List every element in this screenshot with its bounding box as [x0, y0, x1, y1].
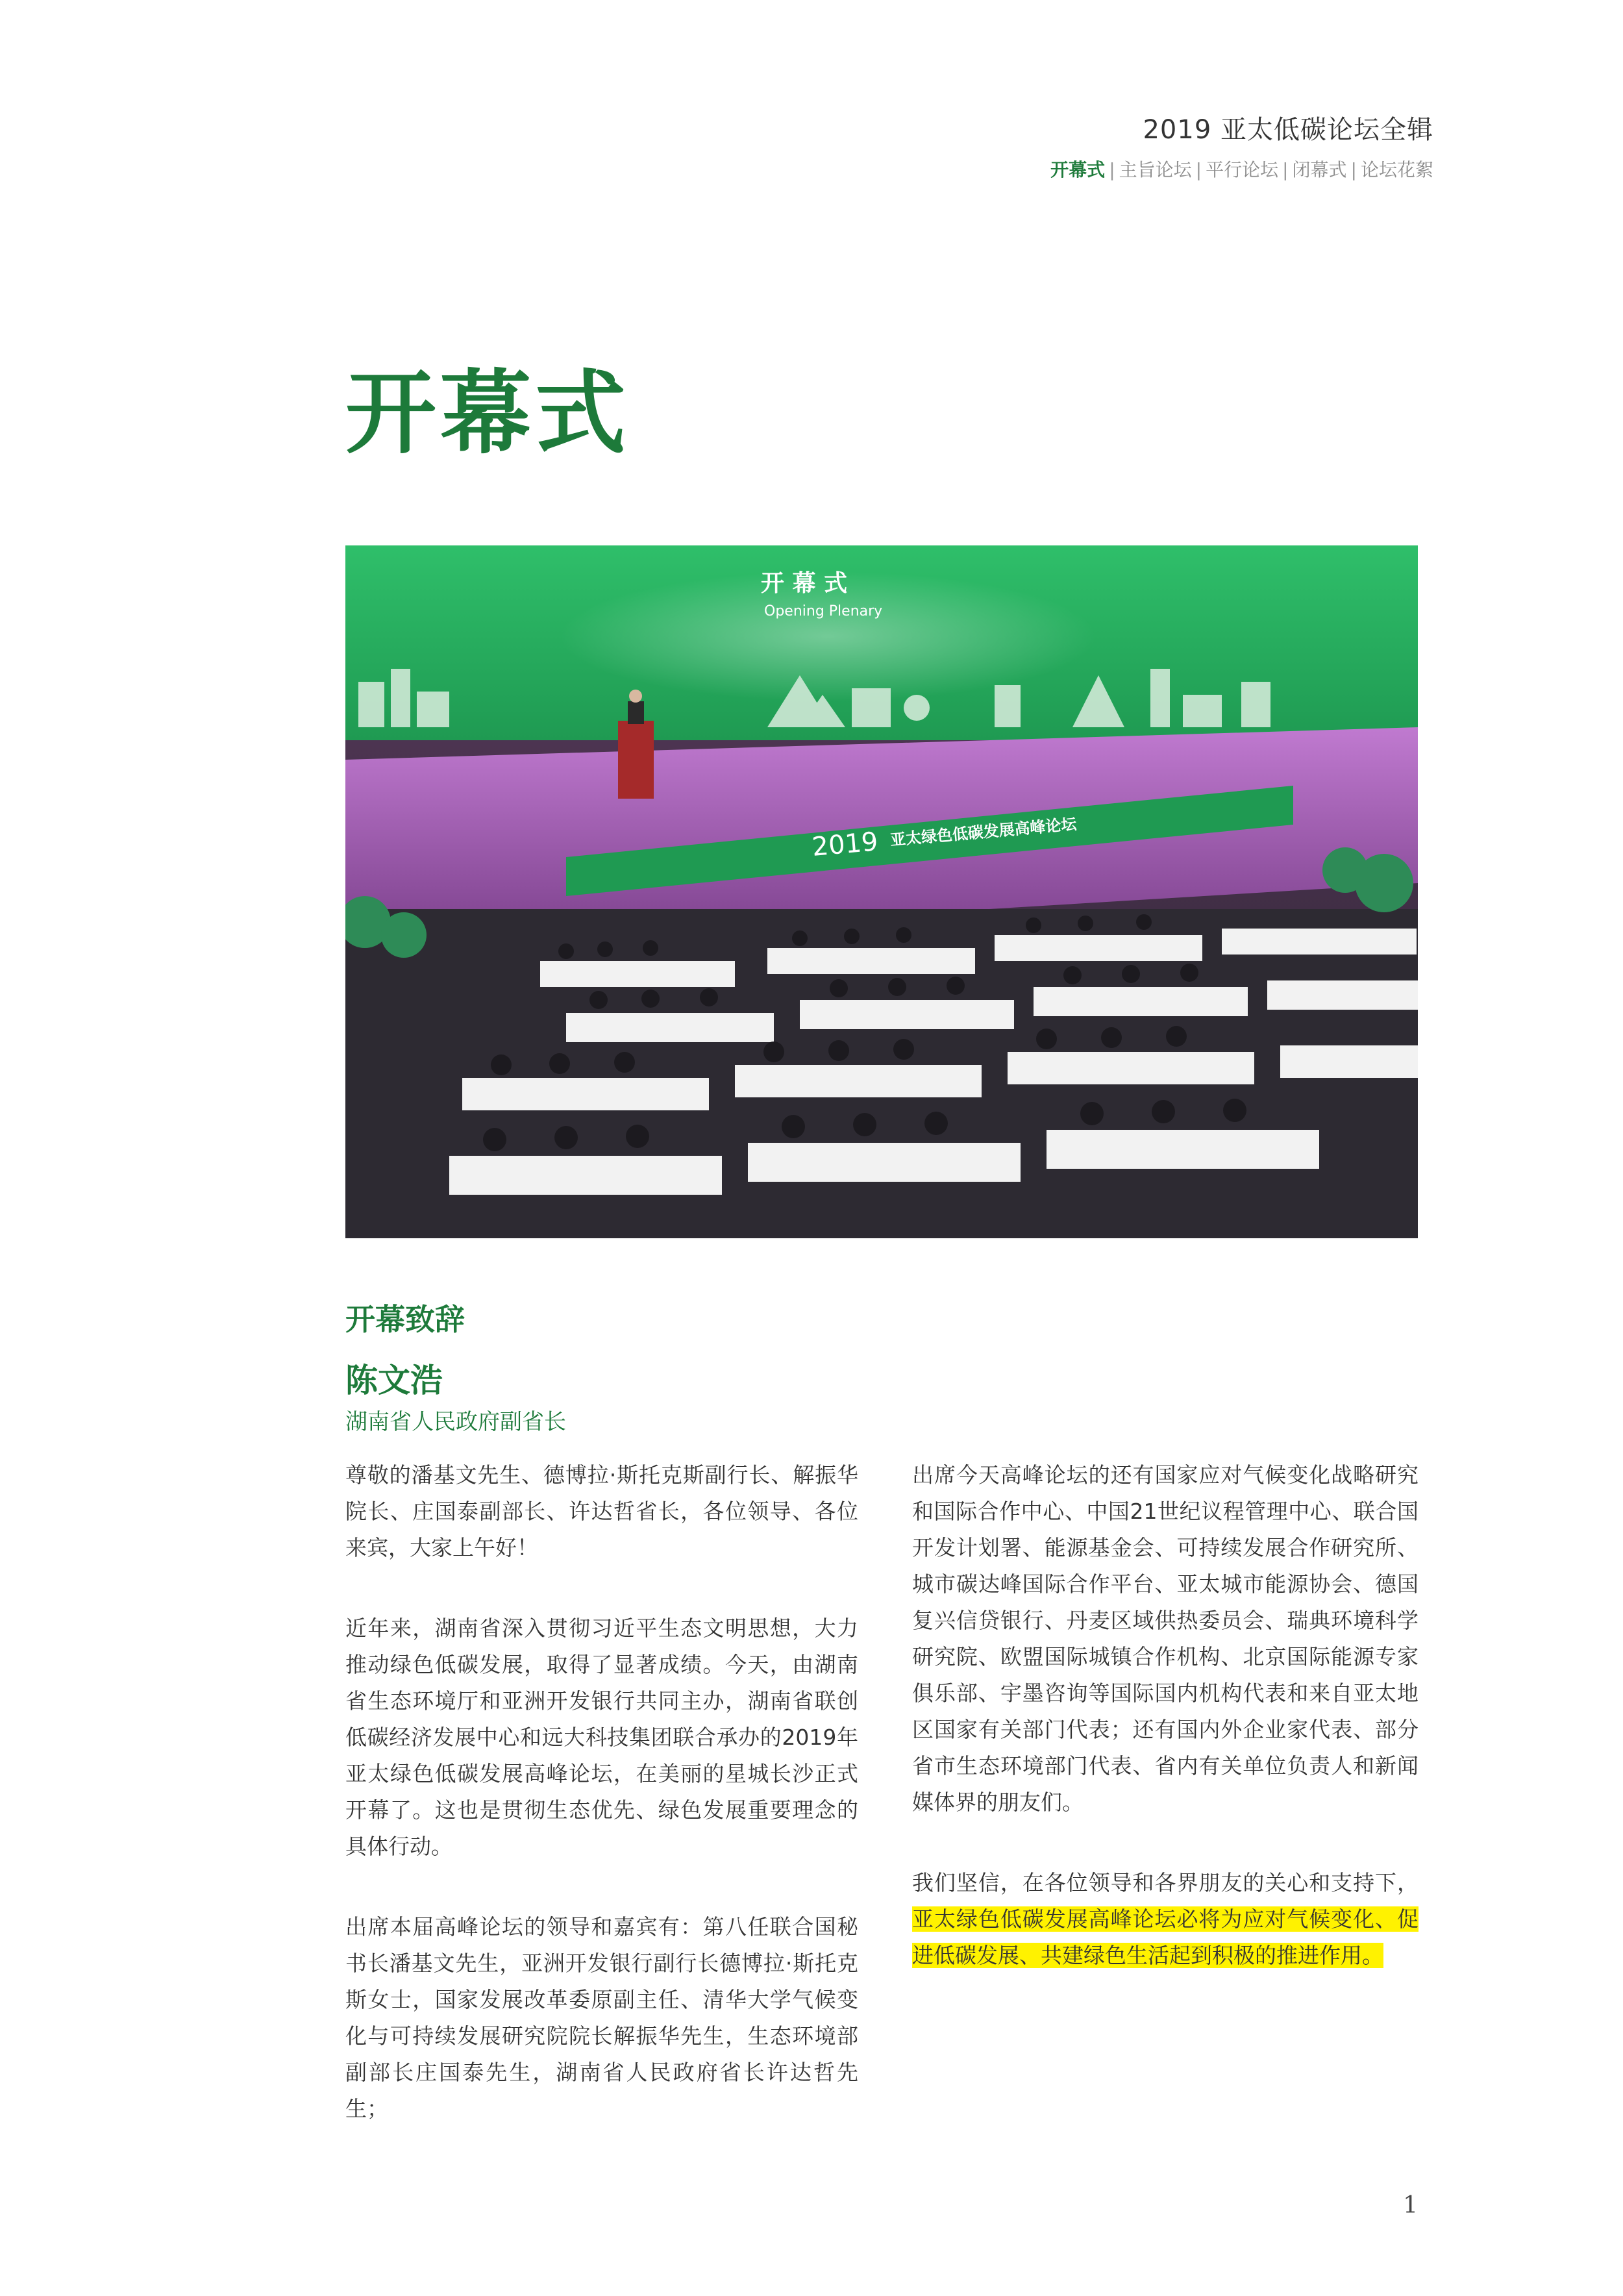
- paragraph-attending-organizations: 出席今天高峰论坛的还有国家应对气候变化战略研究和国际合作中心、中国21世纪议程管理中心、联合国开发计划署、能源基金会、可持续发展合作研究所、城市碳达峰国际合作平台、亚太城市能源协会、德国复兴信贷银行、丹麦区域供热委员会、瑞典环境科学研究院、欧盟国际城镇合作机构、北京国际能源专家俱乐部、宇墨咨询等国际国内机构代表和来自亚太地区国家有关部门代表；还有国内外企业家代表、部分省市生态环境部门代表、省内有关单位负责人和新闻媒体界的朋友们。: [912, 1462, 1419, 1815]
- speaker-role: 湖南省人民政府副省长: [345, 1409, 566, 1435]
- section-heading: 开幕致辞: [345, 1302, 465, 1337]
- paragraph-conviction: [912, 1865, 1419, 1974]
- paragraph-greeting: 尊敬的潘基文先生、德博拉·斯托克斯副行长、解振华院长、庄国泰副部长、许达哲省长，各位领导、各位来宾，大家上午好！: [345, 1462, 858, 1560]
- body-column-right: [912, 1457, 1419, 2018]
- nav-separator: |: [1350, 159, 1357, 181]
- highlighted-text: 亚太绿色低碳发展高峰论坛必将为应对气候变化、促进低碳发展、共建绿色生活起到积极的推进作用。: [912, 1906, 1419, 1968]
- screen-title-cn: 开 幕 式: [761, 570, 848, 597]
- banner-year: 2019: [810, 827, 880, 862]
- nav-item-closing[interactable]: 闭幕式: [1292, 159, 1347, 181]
- banner-title: 亚太绿色低碳发展高峰论坛: [889, 814, 1078, 849]
- conviction-text: 我们坚信，在各位领导和各界朋友的关心和支持下，: [912, 1870, 1419, 1895]
- page-number: 1: [1403, 2192, 1418, 2219]
- section-navigation: [1050, 156, 1433, 182]
- document-header-title: 2019 亚太低碳论坛全辑: [1143, 115, 1433, 145]
- nav-separator: |: [1109, 159, 1115, 181]
- nav-item-opening[interactable]: 开幕式: [1050, 159, 1106, 181]
- nav-item-keynote[interactable]: 主旨论坛: [1119, 159, 1192, 181]
- nav-separator: |: [1282, 159, 1289, 181]
- speaker-name: 陈文浩: [345, 1362, 443, 1399]
- screen-title-en: Opening Plenary: [764, 603, 883, 619]
- body-column-left: [345, 1457, 858, 2171]
- nav-separator: |: [1195, 159, 1202, 181]
- paragraph-distinguished-guests: 出席本届高峰论坛的领导和嘉宾有：第八任联合国秘书长潘基文先生，亚洲开发银行副行长德博拉·斯托克斯女士，国家发展改革委原副主任、清华大学气候变化与可持续发展研究院院长解振华先生，生态环境部副部长庄国泰先生，湖南省人民政府省长许达哲先生；: [345, 1914, 858, 2121]
- nav-item-highlights[interactable]: 论坛花絮: [1360, 159, 1433, 181]
- opening-ceremony-photo: [345, 545, 1418, 1238]
- page-title: 开幕式: [345, 361, 630, 467]
- nav-item-parallel[interactable]: 平行论坛: [1206, 159, 1279, 181]
- paragraph-hunan-progress: 近年来，湖南省深入贯彻习近平生态文明思想，大力推动绿色低碳发展，取得了显著成绩。今天，由湖南省生态环境厅和亚洲开发银行共同主办，湖南省联创低碳经济发展中心和远大科技集团联合承办的2019年亚太绿色低碳发展高峰论坛，在美丽的星城长沙正式开幕了。这也是贯彻生态优先、绿色发展重要理念的具体行动。: [345, 1616, 858, 1859]
